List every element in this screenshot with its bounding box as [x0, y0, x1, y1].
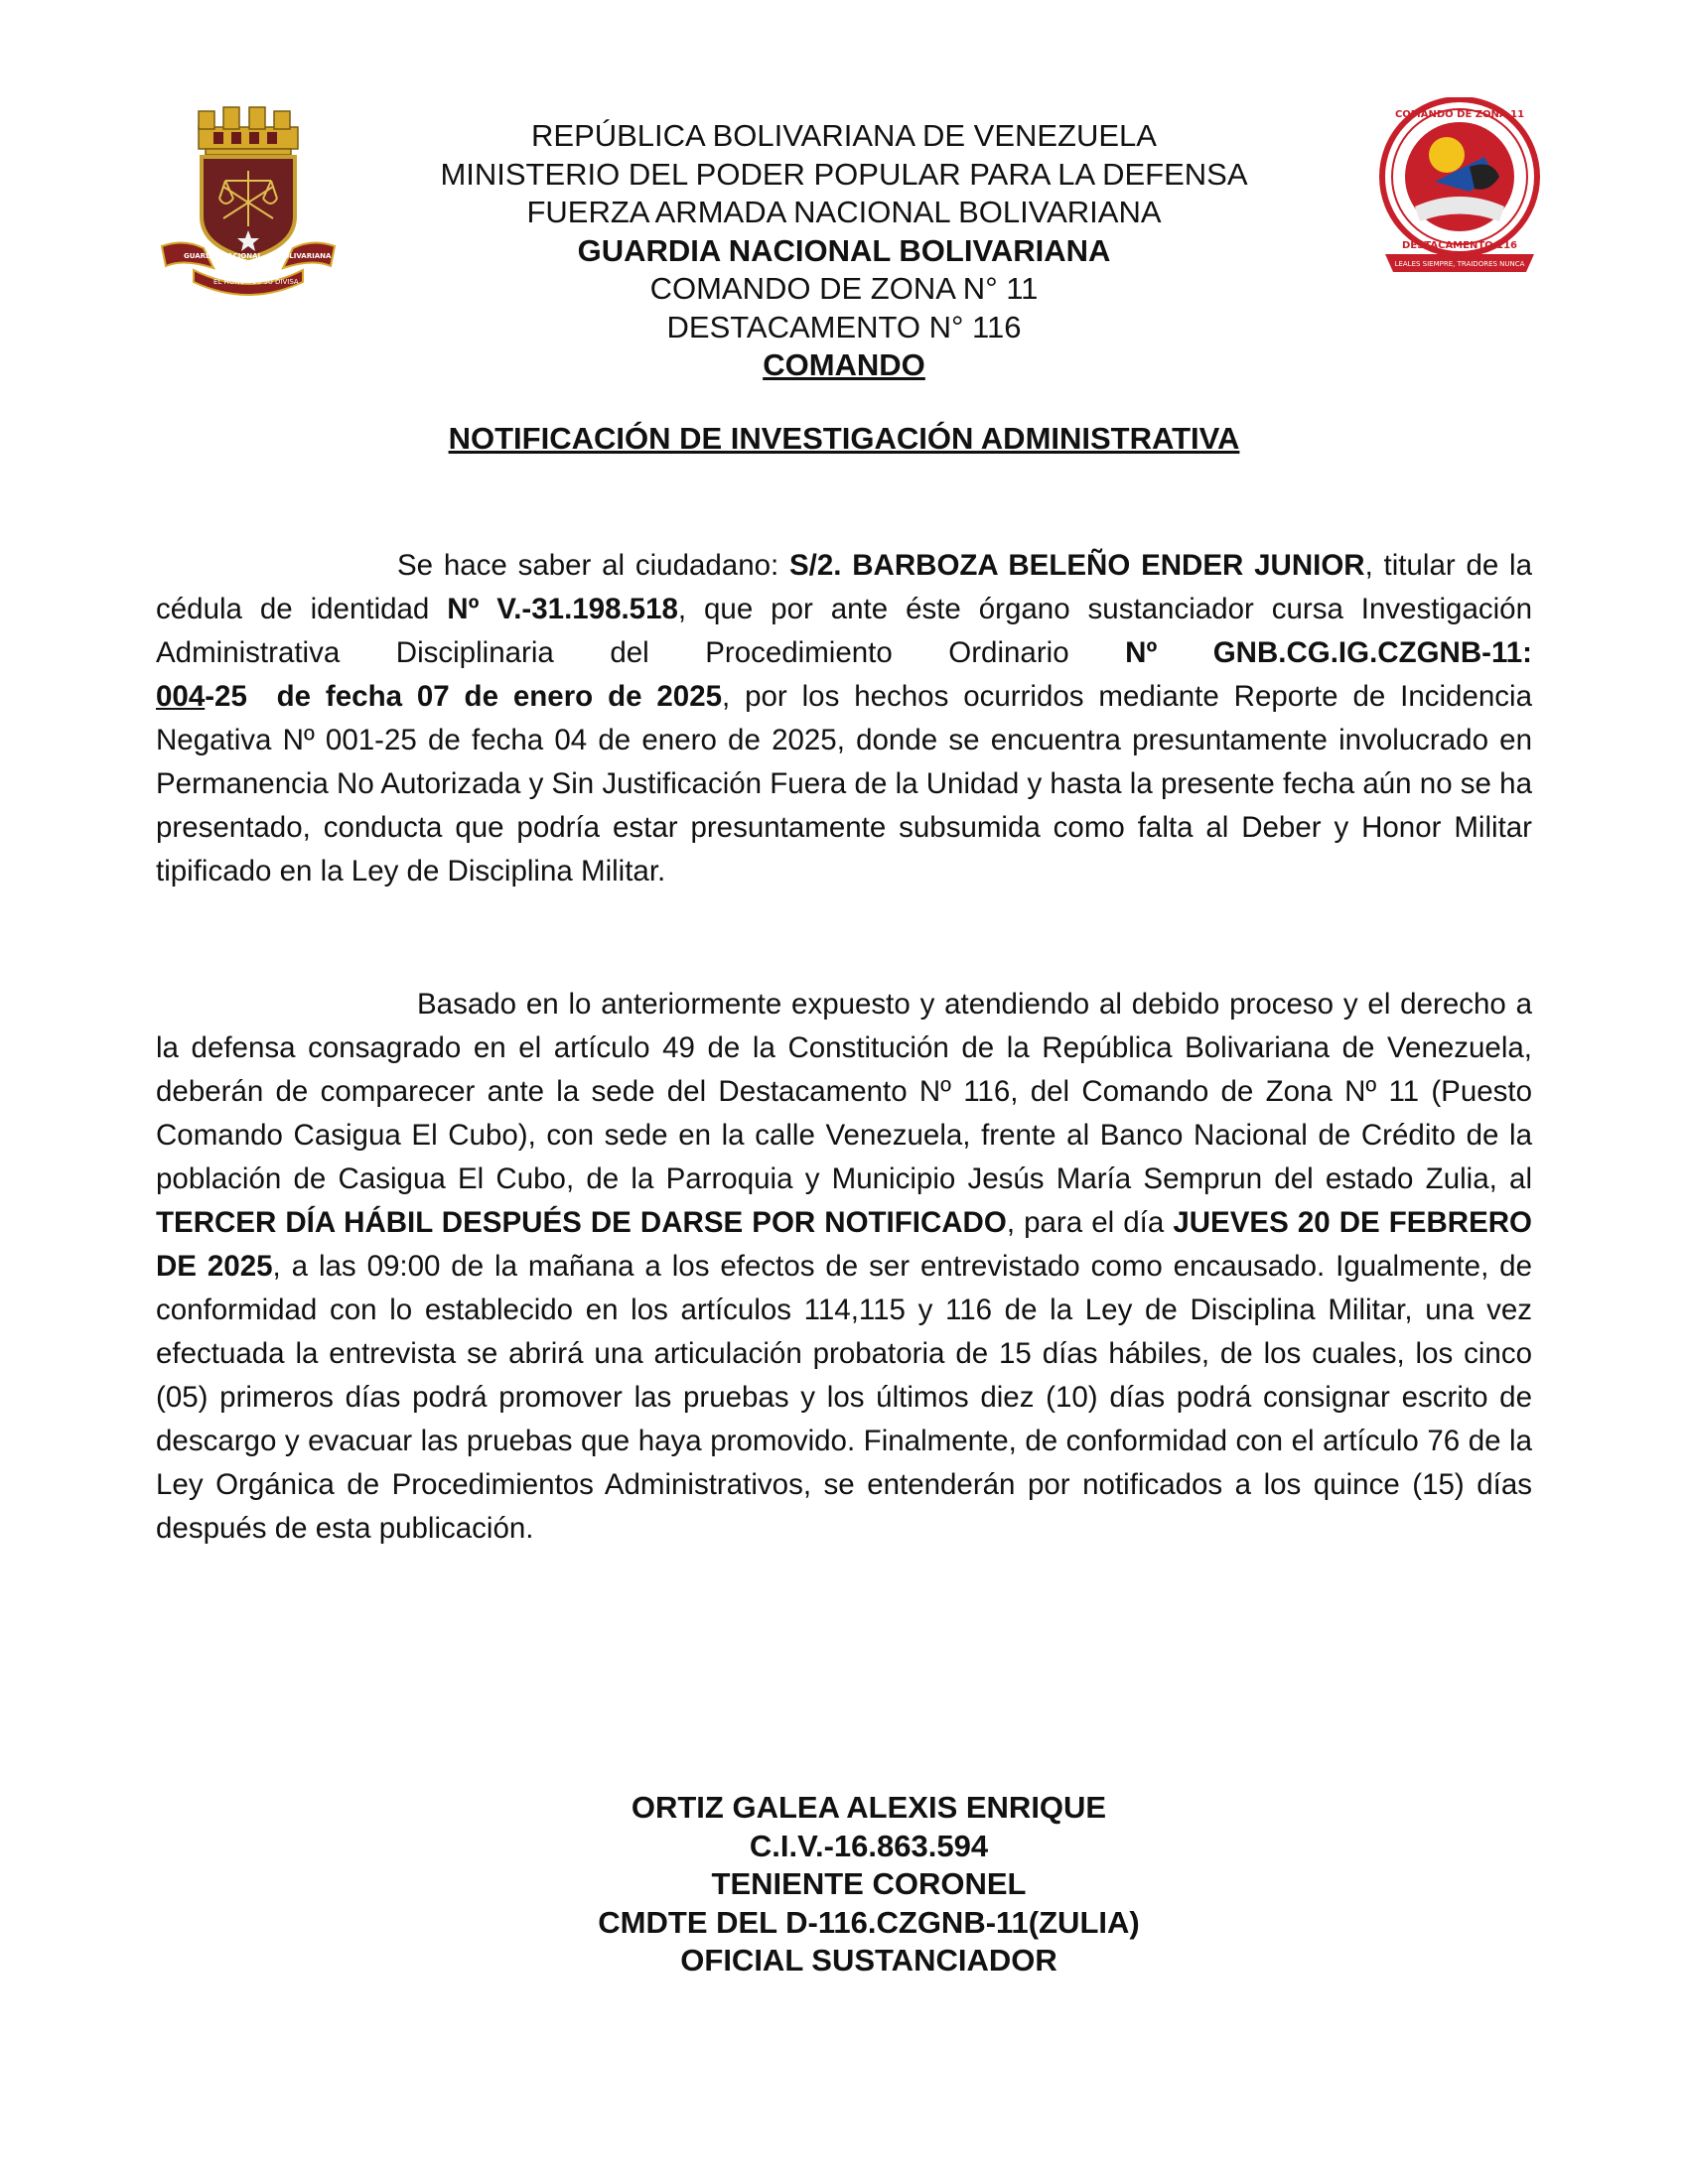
p2-deadline: TERCER DÍA HÁBIL DESPUÉS DE DARSE POR NOTIFICADO	[156, 1206, 1007, 1239]
p1-case-number-underlined: 004	[156, 680, 206, 713]
signature-id: C.I.V.-16.863.594	[749, 1828, 989, 1863]
header-line-destacamento: DESTACAMENTO N° 116	[666, 309, 1022, 344]
signature-block	[576, 1789, 1162, 1980]
signature-role: OFICIAL SUSTANCIADOR	[680, 1943, 1057, 1978]
header-line-ministerio: MINISTERIO DEL PODER POPULAR PARA LA DEFENSA	[440, 156, 1248, 192]
p1-citizen-name: S/2. BARBOZA BELEÑO ENDER JUNIOR	[788, 549, 1365, 582]
svg-text:BOLIVARIANA: BOLIVARIANA	[278, 252, 332, 260]
header-line-comando-zona: COMANDO DE ZONA N° 11	[649, 271, 1039, 306]
p1-text-1: Se hace saber al ciudadano:	[397, 549, 789, 582]
signature-post: CMDTE DEL D-116.CZGNB-11(ZULIA)	[598, 1904, 1140, 1940]
svg-text:DESTACAMENTO 116: DESTACAMENTO 116	[1401, 240, 1518, 251]
signature-name: ORTIZ GALEA ALEXIS ENRIQUE	[631, 1790, 1107, 1825]
svg-text:EL HONOR ES SU DIVISA: EL HONOR ES SU DIVISA	[213, 278, 299, 286]
svg-text:GUARDIA NACIONAL: GUARDIA NACIONAL	[184, 252, 262, 260]
p1-case-number: Nº GNB.CG.IG.CZGNB-11:	[1125, 636, 1532, 669]
comando-zona-11-emblem-icon	[1375, 97, 1544, 281]
header-line-guardia: GUARDIA NACIONAL BOLIVARIANA	[577, 232, 1111, 268]
p1-id-number: Nº V.-31.198.518	[447, 593, 678, 625]
p2-text-2: , para el día	[1006, 1206, 1174, 1239]
svg-text:COMANDO DE ZONA 11: COMANDO DE ZONA 11	[1394, 109, 1525, 120]
document-title: NOTIFICACIÓN DE INVESTIGACIÓN ADMINISTRATIVA	[448, 421, 1240, 456]
letterhead	[298, 117, 1390, 385]
p2-text-3: , a las 09:00 de la mañana a los efectos de ser entrevistado como encausado. Igualmente, de conformidad con lo establecido en los artículos 114,115 y 116 de la Ley de Disciplina Militar, una vez efectuada la entrevista se abrirá una articulación probatoria de 15 días hábiles, de los cuales, los cinco (05) primeros días podrá promover las pruebas y los últimos diez (10) días podrá consignar escrito de descargo y evacuar las pruebas que haya promovido. Finalmente, de conformidad con el artículo 76 de la Ley Orgánica de Procedimientos Administrativos, se entenderán por notificados a los quince (15) días después de esta publicación.	[156, 1250, 1533, 1545]
p2-appointment-date: JUEVES 20 DE FEBRERO DE 2025	[156, 1206, 1532, 1283]
header-line-fuerza-armada: FUERZA ARMADA NACIONAL BOLIVARIANA	[526, 195, 1162, 229]
p2-text-1: Basado en lo anteriormente expuesto y atendiendo al debido proceso y el derecho a la defensa consagrado en el artículo 49 de la Constitución de la República Bolivariana de Venezuela, deberán de comparecer ante la sede del Destacamento Nº 116, del Comando de Zona Nº 11 (Puesto Comando Casigua El Cubo), con sede en la calle Venezuela, frente al Banco Nacional de Crédito de la población de Casigua El Cubo, de la Parroquia y Municipio Jesús María Semprun del estado Zulia, al	[156, 988, 1532, 1195]
header-line-comando: COMANDO	[763, 347, 925, 382]
paragraph-notification	[156, 544, 1532, 893]
p1-text-4: , por los hechos ocurridos mediante Reporte de Incidencia Negativa Nº 001-25 de fecha 04 de enero de 2025, donde se encuentra presuntamente involucrado en Permanencia No Autorizada y Sin Justificación Fuera de la Unidad y hasta la presente fecha aún no se ha presentado, conducta que podría estar presuntamente subsumida como falta al Deber y Honor Militar tipificado en la Ley de Disciplina Militar.	[156, 680, 1532, 887]
paragraph-summons	[156, 983, 1532, 1551]
header-line-republica: REPÚBLICA BOLIVARIANA DE VENEZUELA	[531, 118, 1157, 153]
p1-case-date: -25 de fecha 07 de enero de 2025	[205, 680, 723, 713]
signature-rank: TENIENTE CORONEL	[711, 1866, 1027, 1901]
svg-text:LEALES SIEMPRE, TRAIDORES NUNC: LEALES SIEMPRE, TRAIDORES NUNCA	[1394, 260, 1525, 268]
p1-text-3: , que por ante éste órgano sustanciador cursa Investigación Administrativa Disciplinaria del Procedimiento Ordinario	[156, 593, 1532, 669]
p1-text-2: , titular de la cédula de identidad	[156, 549, 1532, 625]
